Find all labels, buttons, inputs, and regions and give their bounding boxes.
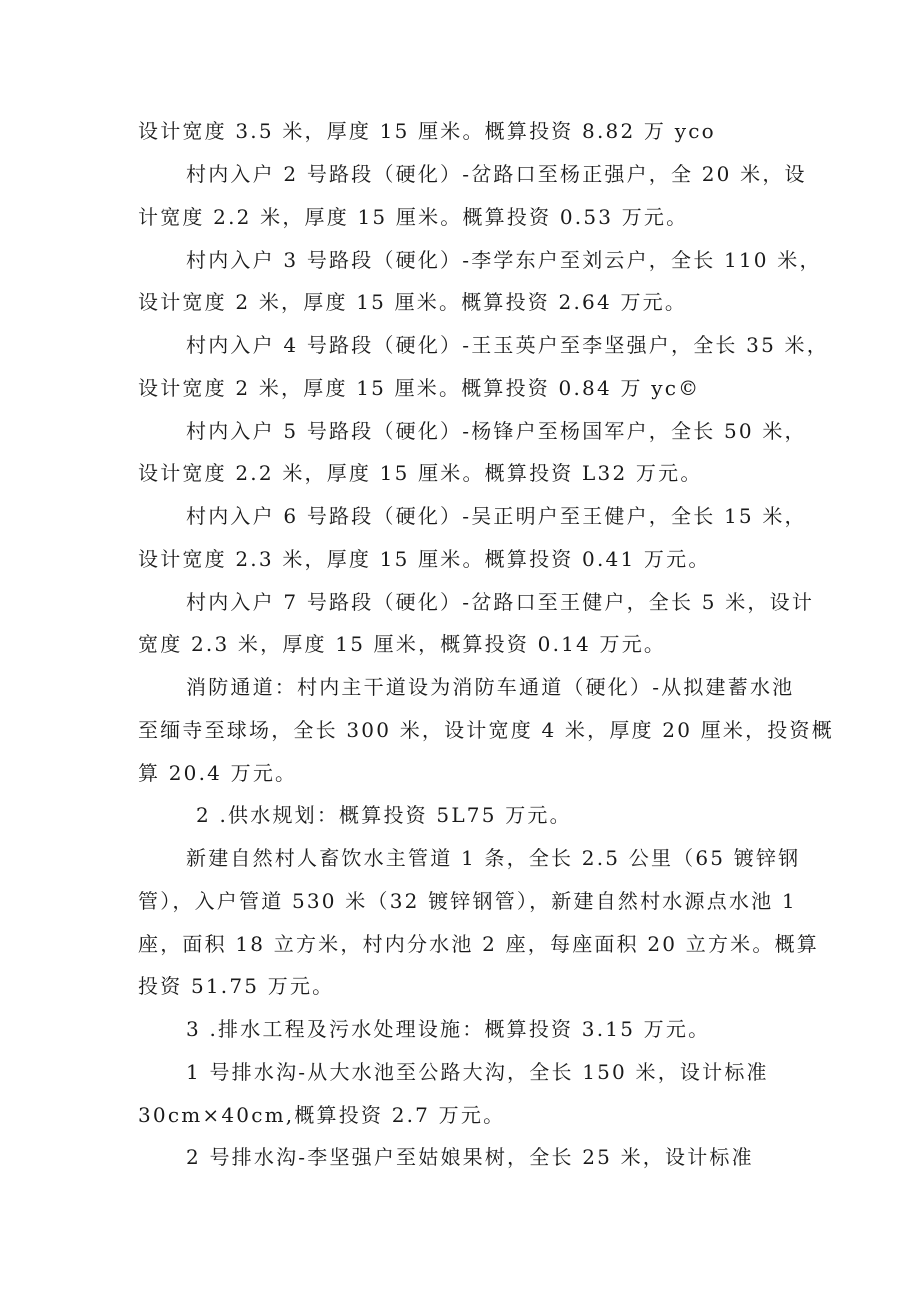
text-line: 管），入户管道 530 米（32 镀锌钢管），新建自然村水源点水池 1 <box>138 889 797 913</box>
text-line: 宽度 2.3 米，厚度 15 厘米，概算投资 0.14 万元。 <box>138 632 667 656</box>
text-line: 30cm×40cm,概算投资 2.7 万元。 <box>138 1103 506 1127</box>
text-line: 设计宽度 2 米，厚度 15 厘米。概算投资 0.84 万 yc© <box>138 376 701 400</box>
section-heading-drainage: 3 .排水工程及污水处理设施：概算投资 3.15 万元。 <box>186 1017 711 1041</box>
text-line: 设计宽度 2 米，厚度 15 厘米。概算投资 2.64 万元。 <box>138 290 688 314</box>
text-line: 村内入户 6 号路段（硬化）-吴正明户至王健户，全长 15 米， <box>186 504 807 528</box>
section-heading-water-supply: 2 .供水规划：概算投资 5L75 万元。 <box>196 803 572 827</box>
text-line: 设计宽度 2.2 米，厚度 15 厘米。概算投资 L32 万元。 <box>138 461 703 485</box>
text-line: 村内入户 7 号路段（硬化）-岔路口至王健户，全长 5 米，设计 <box>186 590 815 614</box>
text-line: 村内入户 2 号路段（硬化）-岔路口至杨正强户，全 20 米，设 <box>186 162 807 186</box>
text-line: 至缅寺至球场，全长 300 米，设计宽度 4 米，厚度 20 厘米，投资概 <box>138 718 834 742</box>
text-line: 投资 51.75 万元。 <box>138 974 335 998</box>
text-line: 座，面积 18 立方米，村内分水池 2 座，每座面积 20 立方米。概算 <box>138 932 819 956</box>
text-line: 消防通道：村内主干道设为消防车通道（硬化）-从拟建蓄水池 <box>186 675 795 699</box>
text-line: 2 号排水沟-李坚强户至姑娘果树，全长 25 米，设计标准 <box>186 1145 754 1169</box>
text-line: 村内入户 4 号路段（硬化）-王玉英户至李坚强户，全长 35 米， <box>186 333 829 357</box>
text-line: 算 20.4 万元。 <box>138 761 298 785</box>
text-line: 村内入户 3 号路段（硬化）-李学东户至刘云户，全长 110 米， <box>186 248 822 272</box>
text-line: 1 号排水沟-从大水池至公路大沟，全长 150 米，设计标准 <box>186 1060 769 1084</box>
text-line: 新建自然村人畜饮水主管道 1 条，全长 2.5 公里（65 镀锌钢 <box>186 846 801 870</box>
text-line: 村内入户 5 号路段（硬化）-杨锋户至杨国军户，全长 50 米， <box>186 419 807 443</box>
text-line: 计宽度 2.2 米，厚度 15 厘米。概算投资 0.53 万元。 <box>138 205 689 229</box>
text-line: 设计宽度 3.5 米，厚度 15 厘米。概算投资 8.82 万 yco <box>138 119 716 143</box>
text-line: 设计宽度 2.3 米，厚度 15 厘米。概算投资 0.41 万元。 <box>138 547 711 571</box>
